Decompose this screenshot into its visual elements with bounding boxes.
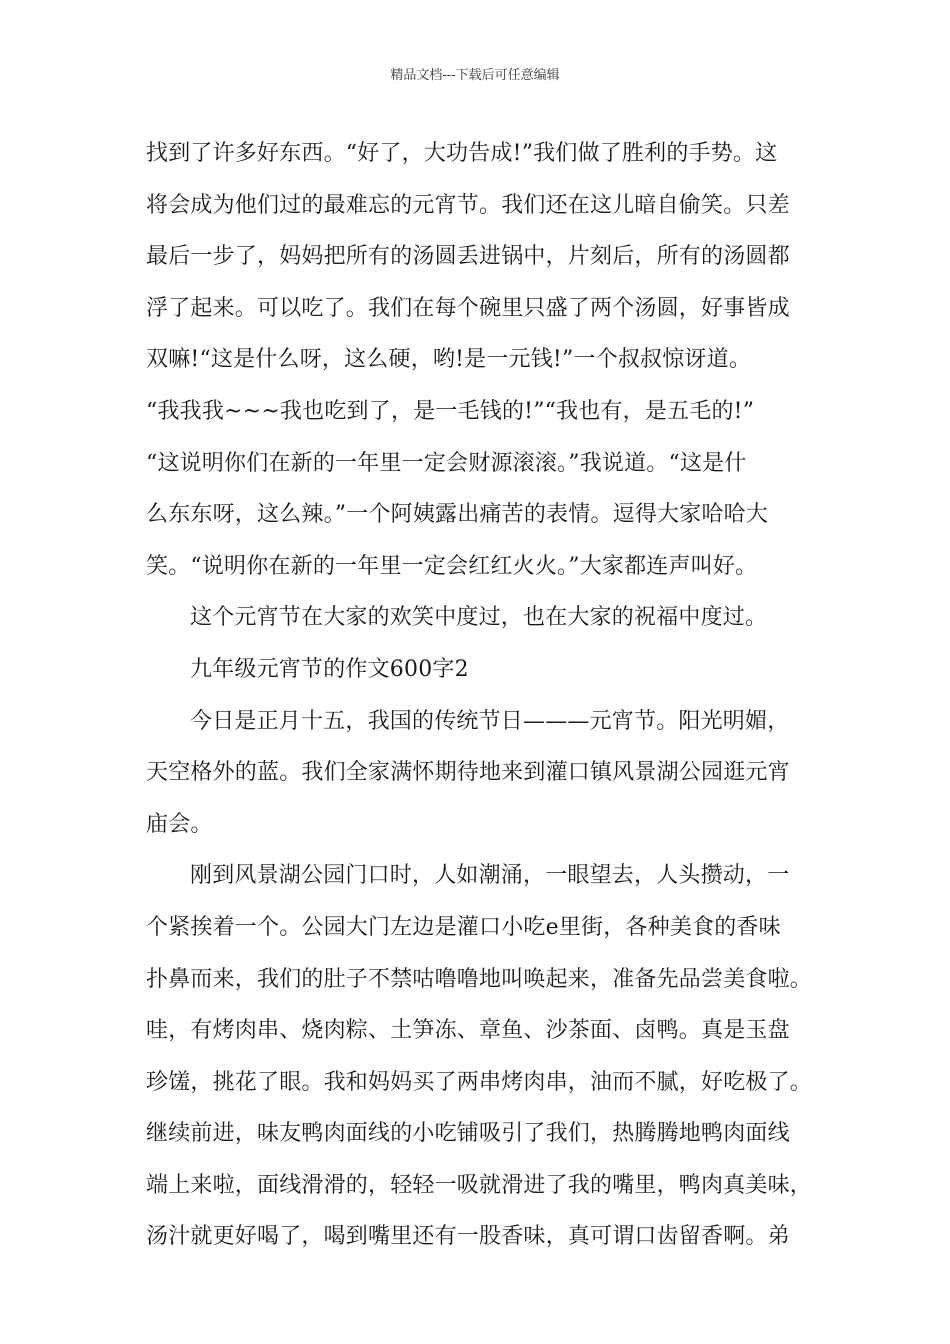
section-heading: [146, 644, 826, 696]
text-line: 最后一步了，妈妈把所有的汤圆丢进锅中，片刻后，所有的汤圆都: [146, 244, 790, 270]
page-header: 精品文档---下载后可任意编辑: [390, 68, 560, 83]
text-line: 庙会。: [146, 811, 213, 837]
text-line: 天空格外的蓝。我们全家满怀期待地来到灌口镇风景湖公园逛元宵: [146, 760, 790, 786]
text-line: 端上来啦，面线滑滑的，轻轻一吸就滑进了我的嘴里，鸭肉真美味，: [146, 1172, 813, 1198]
text-line: 双嘛!“这是什么呀，这么硬，哟!是一元钱!”一个叔叔惊讶道。: [146, 347, 752, 373]
text-line: 九年级元宵节的作文600字2: [190, 656, 469, 682]
text-line: 扑鼻而来，我们的肚子不禁咕噜噜地叫唤起来，准备先品尝美食啦。: [146, 966, 813, 992]
text-line: 珍馐，挑花了眼。我和妈妈买了两串烤肉串，油而不腻，好吃极了。: [146, 1069, 813, 1095]
text-line: “我我我~~~我也吃到了，是一毛钱的!”“我也有，是五毛的!”: [146, 398, 755, 424]
paragraph-1: [146, 128, 826, 592]
text-line: 哇，有烤肉串、烧肉粽、土笋冻、章鱼、沙茶面、卤鸭。真是玉盘: [146, 1018, 790, 1044]
paragraph-2: [146, 592, 826, 644]
text-line: 将会成为他们过的最难忘的元宵节。我们还在这儿暗自偷笑。只差: [146, 192, 790, 218]
text-line: 这个元宵节在大家的欢笑中度过，也在大家的祝福中度过。: [190, 605, 768, 631]
paragraph-3: [146, 696, 826, 851]
paragraph-4: [146, 850, 826, 1263]
text-line: 浮了起来。可以吃了。我们在每个碗里只盛了两个汤圆，好事皆成: [146, 295, 790, 321]
text-line: 个紧挨着一个。公园大门左边是灌口小吃e里街，各种美食的香味: [146, 914, 781, 940]
text-line: 刚到风景湖公园门口时，人如潮涌，一眼望去，人头攒动，一: [190, 863, 790, 889]
text-line: 找到了许多好东西。“好了，大功告成!”我们做了胜利的手势。这: [146, 141, 778, 166]
text-line: 笑。“说明你在新的一年里一定会红红火火。”大家都连声叫好。: [146, 553, 758, 579]
text-line: 继续前进，味友鸭肉面线的小吃铺吸引了我们，热腾腾地鸭肉面线: [146, 1121, 790, 1147]
text-line: 汤汁就更好喝了，喝到嘴里还有一股香味，真可谓口齿留香啊。弟: [146, 1224, 790, 1250]
document-body: [146, 128, 826, 1263]
text-line: 今日是正月十五，我国的传统节日———元宵节。阳光明媚，: [190, 708, 790, 734]
text-line: 么东东呀，这么辣。”一个阿姨露出痛苦的表情。逗得大家哈哈大: [146, 502, 769, 528]
text-line: “这说明你们在新的一年里一定会财源滚滚。”我说道。“这是什: [146, 450, 747, 476]
